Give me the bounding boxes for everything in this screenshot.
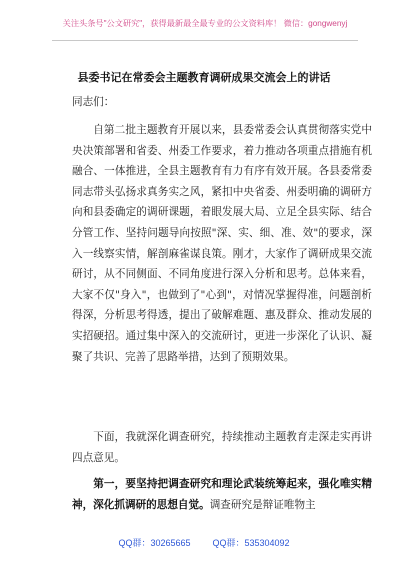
- footer-qq-groups: [0, 536, 408, 549]
- header-divider: [52, 40, 358, 41]
- footer-qq-group-1: QQ群：30265665: [118, 538, 191, 548]
- salutation: 同志们：: [72, 96, 115, 108]
- paragraph-1: 自第二批主题教育开展以来，县委常委会认真贯彻落实党中央决策部署和省委、州委工作要求，着力推动各项重点措施有机融合、一体推进，全县主题教育有力有序有效开展。各县委常委同志带头弘扬求真务实之风，紧扣中央省委、州委明确的调研方向和县委确定的调研课题，着眼发展大局、立足全县实际、结合分管工作、坚持问题导向按照"深、实、细、准、效"的要求，深入一线察实情，解剖麻雀谋良策。刚才，大家作了调研成果交流研讨，从不同侧面、不同角度进行深入分析和思考。总体来看，大家不仅"身入"，也做到了"心到"，对情况掌握得准，问题剖析得深，分析思考得透，提出了破解难题、惠及群众、推动发展的实招硬招。通过集中深入的交流研讨，更进一步深化了认识、凝聚了共识、完善了思路举措，达到了预期效果。: [72, 124, 372, 363]
- paragraph-2: 下面，我就深化调查研究，持续推动主题教育走深走实再讲四点意见。: [72, 431, 372, 464]
- document-title: 县委书记在常委会主题教育调研成果交流会上的讲话: [77, 71, 331, 84]
- paragraph-3: [72, 474, 372, 515]
- point-1-text: 调查研究是辩证唯物主: [209, 498, 316, 511]
- point-1-heading: 第一，要坚持把调查研究和理论武装统筹起来，强化唯实精神，深化抓调研的思想自觉。: [72, 478, 372, 511]
- footer-qq-group-2: QQ群：535304092: [212, 538, 290, 548]
- header-promo-text: 关注头条号"公文研究"，获得最新最全最专业的公文资料库！ 微信：gongwenyj: [62, 19, 348, 28]
